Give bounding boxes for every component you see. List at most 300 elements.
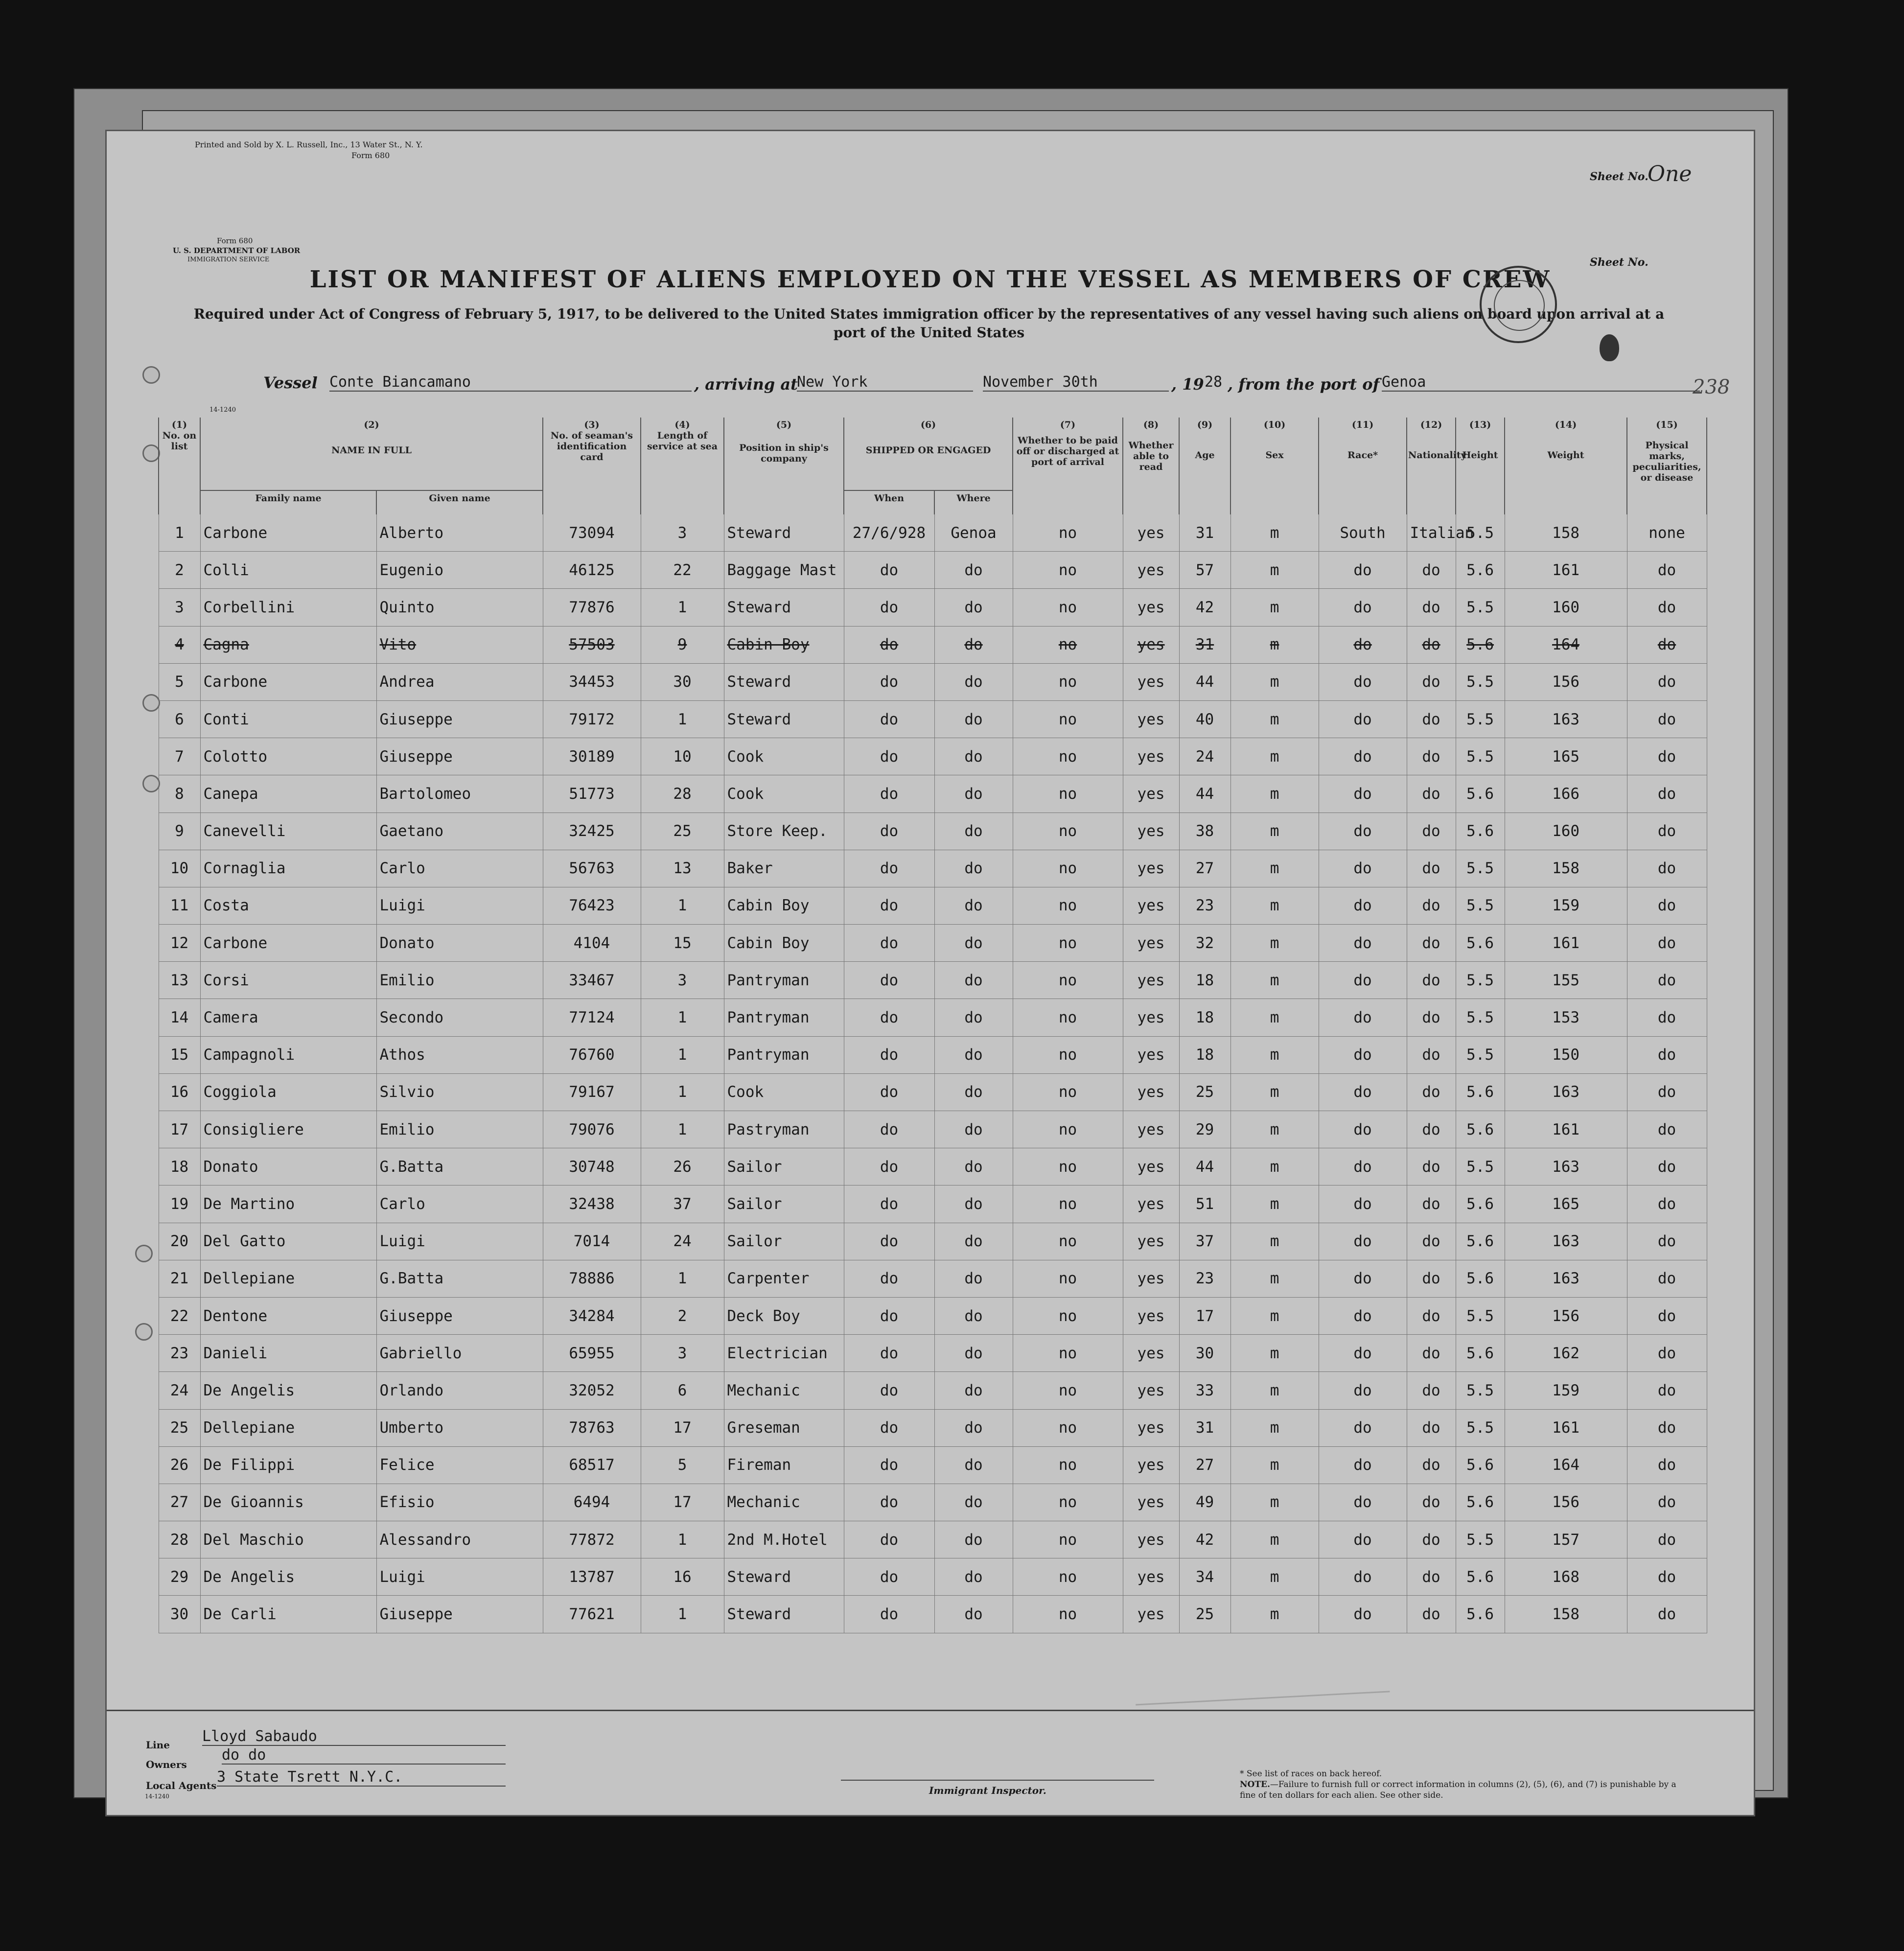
shipped-where-cell: do [934, 738, 1013, 775]
weight-cell: 163 [1505, 1223, 1627, 1260]
nationality-cell: Italian [1407, 514, 1456, 552]
service-length-cell: 1 [641, 1073, 724, 1111]
row-number-cell: 7 [159, 738, 200, 775]
age-cell: 27 [1179, 850, 1231, 887]
row-number-cell: 19 [159, 1185, 200, 1223]
given-name-cell: Emilio [376, 1111, 543, 1148]
given-name-cell: Efisio [376, 1484, 543, 1521]
row-number-cell: 5 [159, 663, 200, 700]
given-name-cell: Vito [376, 626, 543, 663]
physical-marks-cell: do [1627, 663, 1707, 700]
paid-off-cell: no [1013, 1297, 1123, 1334]
service-length-cell: 9 [641, 626, 724, 663]
service-length-cell: 2 [641, 1297, 724, 1334]
given-name-cell: Eugenio [376, 552, 543, 589]
weight-cell: 150 [1505, 1036, 1627, 1073]
height-cell: 5.5 [1456, 1036, 1505, 1073]
given-name-cell: Giuseppe [376, 1596, 543, 1633]
race-cell: do [1319, 626, 1407, 663]
id-card-number-cell: 57503 [543, 626, 641, 663]
family-name-cell: Corbellini [200, 589, 376, 626]
weight-cell: 165 [1505, 738, 1627, 775]
race-cell: do [1319, 1558, 1407, 1596]
weight-cell: 161 [1505, 1409, 1627, 1446]
family-name-cell: Cagna [200, 626, 376, 663]
shipped-when-cell: do [844, 999, 934, 1036]
shipped-when-cell: do [844, 700, 934, 738]
table-row [159, 514, 1707, 552]
position-cell: Steward [724, 514, 844, 552]
position-cell: Store Keep. [724, 813, 844, 850]
weight-cell: 166 [1505, 775, 1627, 813]
row-number-cell: 25 [159, 1409, 200, 1446]
able-to-read-cell: yes [1123, 813, 1179, 850]
row-number-cell: 30 [159, 1596, 200, 1633]
physical-marks-cell: do [1627, 1409, 1707, 1446]
paid-off-cell: no [1013, 925, 1123, 962]
able-to-read-cell: yes [1123, 1521, 1179, 1558]
service-length-cell: 26 [641, 1148, 724, 1185]
weight-cell: 163 [1505, 1073, 1627, 1111]
table-row [159, 1185, 1707, 1223]
from-port-label: , from the port of [1228, 375, 1380, 394]
row-number-cell: 23 [159, 1335, 200, 1372]
position-cell: Steward [724, 700, 844, 738]
subtitle-line-2: port of the United States [833, 325, 1025, 341]
able-to-read-cell: yes [1123, 1223, 1179, 1260]
able-to-read-cell: yes [1123, 552, 1179, 589]
sheet-no-label: Sheet No. [1590, 256, 1649, 269]
paid-off-cell: no [1013, 887, 1123, 924]
able-to-read-cell: yes [1123, 738, 1179, 775]
inspector-signature-line [841, 1780, 1154, 1781]
col-header-when: When [844, 490, 934, 514]
nationality-cell: do [1407, 962, 1456, 999]
height-cell: 5.5 [1456, 1409, 1505, 1446]
age-cell: 49 [1179, 1484, 1231, 1521]
shipped-when-cell: do [844, 1409, 934, 1446]
age-cell: 24 [1179, 738, 1231, 775]
weight-cell: 156 [1505, 663, 1627, 700]
family-name-cell: Colotto [200, 738, 376, 775]
shipped-where-cell: do [934, 1335, 1013, 1372]
weight-cell: 164 [1505, 1446, 1627, 1484]
position-cell: Pastryman [724, 1111, 844, 1148]
nationality-cell: do [1407, 1596, 1456, 1633]
family-name-cell: Carbone [200, 663, 376, 700]
height-cell: 5.5 [1456, 663, 1505, 700]
height-cell: 5.5 [1456, 850, 1505, 887]
id-card-number-cell: 33467 [543, 962, 641, 999]
nationality-cell: do [1407, 1297, 1456, 1334]
ink-blot [1600, 334, 1619, 361]
nationality-cell: do [1407, 1446, 1456, 1484]
form-number-top: Form 680 [351, 151, 390, 160]
able-to-read-cell: yes [1123, 1185, 1179, 1223]
id-card-number-cell: 51773 [543, 775, 641, 813]
col-header-position: (5) Position in ship's company [724, 418, 844, 514]
height-cell: 5.5 [1456, 1148, 1505, 1185]
row-number-cell: 29 [159, 1558, 200, 1596]
able-to-read-cell: yes [1123, 1409, 1179, 1446]
age-cell: 33 [1179, 1372, 1231, 1409]
row-number-cell: 12 [159, 925, 200, 962]
age-cell: 23 [1179, 1260, 1231, 1297]
id-card-number-cell: 30748 [543, 1148, 641, 1185]
position-cell: Electrician [724, 1335, 844, 1372]
given-name-cell: Bartolomeo [376, 775, 543, 813]
vessel-label: Vessel [263, 373, 318, 392]
shipped-when-cell: do [844, 626, 934, 663]
race-cell: do [1319, 1446, 1407, 1484]
sex-cell: m [1231, 999, 1319, 1036]
given-name-cell: Giuseppe [376, 738, 543, 775]
nationality-cell: do [1407, 813, 1456, 850]
row-number-cell: 17 [159, 1111, 200, 1148]
service-length-cell: 37 [641, 1185, 724, 1223]
year-suffix: 28 [1205, 373, 1223, 391]
col-header-shipped: (6) SHIPPED OR ENGAGED [844, 418, 1013, 490]
table-row [159, 775, 1707, 813]
shipped-where-cell: do [934, 850, 1013, 887]
row-number-cell: 2 [159, 552, 200, 589]
sex-cell: m [1231, 1335, 1319, 1372]
from-port: Genoa [1382, 373, 1700, 392]
nationality-cell: do [1407, 1521, 1456, 1558]
family-name-cell: De Martino [200, 1185, 376, 1223]
sex-cell: m [1231, 925, 1319, 962]
position-cell: Cabin Boy [724, 887, 844, 924]
family-name-cell: De Gioannis [200, 1484, 376, 1521]
manifest-title: LIST OR MANIFEST OF ALIENS EMPLOYED ON THE VESSEL AS MEMBERS OF CREW [309, 266, 1551, 293]
id-card-number-cell: 76423 [543, 887, 641, 924]
paid-off-cell: no [1013, 775, 1123, 813]
height-cell: 5.6 [1456, 1073, 1505, 1111]
race-cell: do [1319, 813, 1407, 850]
race-cell: do [1319, 1223, 1407, 1260]
sex-cell: m [1231, 1521, 1319, 1558]
family-name-cell: Carbone [200, 514, 376, 552]
height-cell: 5.6 [1456, 1558, 1505, 1596]
given-name-cell: Orlando [376, 1372, 543, 1409]
service-length-cell: 5 [641, 1446, 724, 1484]
page-number: 238 [1693, 376, 1730, 398]
family-name-cell: Del Gatto [200, 1223, 376, 1260]
weight-cell: 161 [1505, 552, 1627, 589]
service-length-cell: 3 [641, 514, 724, 552]
service-length-cell: 6 [641, 1372, 724, 1409]
physical-marks-cell: do [1627, 1111, 1707, 1148]
physical-marks-cell: do [1627, 1521, 1707, 1558]
arrival-date: November 30th [983, 373, 1169, 392]
age-cell: 29 [1179, 1111, 1231, 1148]
nationality-cell: do [1407, 663, 1456, 700]
id-card-number-cell: 79167 [543, 1073, 641, 1111]
shipped-when-cell: do [844, 738, 934, 775]
shipped-where-cell: do [934, 1446, 1013, 1484]
service-length-cell: 1 [641, 589, 724, 626]
col-header-sex: (10) Sex [1231, 418, 1319, 514]
physical-marks-cell: do [1627, 1297, 1707, 1334]
able-to-read-cell: yes [1123, 1446, 1179, 1484]
race-cell: do [1319, 1521, 1407, 1558]
table-row [159, 1409, 1707, 1446]
shipped-where-cell: do [934, 887, 1013, 924]
col-header-card: (3) No. of seaman's identification card [543, 418, 641, 514]
race-cell: do [1319, 962, 1407, 999]
family-name-cell: Canevelli [200, 813, 376, 850]
owners-label: Owners [146, 1759, 187, 1770]
shipped-when-cell: do [844, 1073, 934, 1111]
owners-value: do do [222, 1746, 506, 1765]
race-cell: do [1319, 887, 1407, 924]
age-cell: 37 [1179, 1223, 1231, 1260]
table-row [159, 738, 1707, 775]
family-name-cell: Dellepiane [200, 1409, 376, 1446]
table-row [159, 813, 1707, 850]
position-cell: Steward [724, 1558, 844, 1596]
service-length-cell: 1 [641, 887, 724, 924]
consulate-seal [1480, 266, 1557, 343]
row-number-cell: 21 [159, 1260, 200, 1297]
table-row [159, 589, 1707, 626]
sex-cell: m [1231, 1223, 1319, 1260]
physical-marks-cell: do [1627, 999, 1707, 1036]
weight-cell: 156 [1505, 1484, 1627, 1521]
family-name-cell: De Carli [200, 1596, 376, 1633]
given-name-cell: Emilio [376, 962, 543, 999]
paid-off-cell: no [1013, 1409, 1123, 1446]
id-card-number-cell: 56763 [543, 850, 641, 887]
position-cell: Cook [724, 1073, 844, 1111]
physical-marks-cell: do [1627, 1484, 1707, 1521]
local-agents-label: Local Agents [146, 1780, 217, 1791]
service-length-cell: 1 [641, 1036, 724, 1073]
paid-off-cell: no [1013, 1446, 1123, 1484]
weight-cell: 158 [1505, 1596, 1627, 1633]
paid-off-cell: no [1013, 738, 1123, 775]
able-to-read-cell: yes [1123, 1372, 1179, 1409]
row-number-cell: 18 [159, 1148, 200, 1185]
shipped-when-cell: do [844, 1223, 934, 1260]
family-name-cell: Corsi [200, 962, 376, 999]
shipped-where-cell: do [934, 1073, 1013, 1111]
shipped-where-cell: do [934, 663, 1013, 700]
id-card-number-cell: 76760 [543, 1036, 641, 1073]
nationality-cell: do [1407, 552, 1456, 589]
sex-cell: m [1231, 1185, 1319, 1223]
age-cell: 25 [1179, 1073, 1231, 1111]
shipped-when-cell: do [844, 962, 934, 999]
position-cell: Cook [724, 738, 844, 775]
weight-cell: 168 [1505, 1558, 1627, 1596]
race-cell: do [1319, 1484, 1407, 1521]
id-card-number-cell: 79172 [543, 700, 641, 738]
row-number-cell: 11 [159, 887, 200, 924]
shipped-where-cell: do [934, 1521, 1013, 1558]
shipped-when-cell: do [844, 1036, 934, 1073]
id-card-number-cell: 32438 [543, 1185, 641, 1223]
sex-cell: m [1231, 962, 1319, 999]
id-card-number-cell: 46125 [543, 552, 641, 589]
id-card-number-cell: 77876 [543, 589, 641, 626]
shipped-where-cell: do [934, 1223, 1013, 1260]
shipped-when-cell: do [844, 1446, 934, 1484]
weight-cell: 160 [1505, 589, 1627, 626]
position-cell: Baker [724, 850, 844, 887]
given-name-cell: Carlo [376, 850, 543, 887]
height-cell: 5.5 [1456, 887, 1505, 924]
paid-off-cell: no [1013, 1558, 1123, 1596]
nationality-cell: do [1407, 1260, 1456, 1297]
physical-marks-cell: do [1627, 775, 1707, 813]
sheet-no-label-top: Sheet No. [1590, 170, 1649, 183]
table-row [159, 1148, 1707, 1185]
position-cell: Fireman [724, 1446, 844, 1484]
shipped-when-cell: do [844, 663, 934, 700]
given-name-cell: Gabriello [376, 1335, 543, 1372]
nationality-cell: do [1407, 1409, 1456, 1446]
able-to-read-cell: yes [1123, 999, 1179, 1036]
given-name-cell: Alberto [376, 514, 543, 552]
height-cell: 5.6 [1456, 1185, 1505, 1223]
race-cell: do [1319, 1185, 1407, 1223]
physical-marks-cell: do [1627, 1036, 1707, 1073]
weight-cell: 158 [1505, 850, 1627, 887]
family-name-cell: Canepa [200, 775, 376, 813]
weight-cell: 153 [1505, 999, 1627, 1036]
weight-cell: 156 [1505, 1297, 1627, 1334]
nationality-cell: do [1407, 1484, 1456, 1521]
able-to-read-cell: yes [1123, 775, 1179, 813]
position-cell: Steward [724, 1596, 844, 1633]
table-row [159, 1558, 1707, 1596]
given-name-cell: Secondo [376, 999, 543, 1036]
service-length-cell: 1 [641, 1260, 724, 1297]
physical-marks-cell: do [1627, 1223, 1707, 1260]
given-name-cell: Quinto [376, 589, 543, 626]
row-number-cell: 15 [159, 1036, 200, 1073]
given-name-cell: Giuseppe [376, 1297, 543, 1334]
position-cell: Pantryman [724, 1036, 844, 1073]
shipped-when-cell: do [844, 1372, 934, 1409]
age-cell: 31 [1179, 626, 1231, 663]
table-row [159, 1260, 1707, 1297]
service-length-cell: 1 [641, 1596, 724, 1633]
id-card-number-cell: 78763 [543, 1409, 641, 1446]
id-card-number-cell: 79076 [543, 1111, 641, 1148]
able-to-read-cell: yes [1123, 1260, 1179, 1297]
id-card-number-cell: 13787 [543, 1558, 641, 1596]
able-to-read-cell: yes [1123, 1073, 1179, 1111]
shipped-where-cell: do [934, 775, 1013, 813]
nationality-cell: do [1407, 999, 1456, 1036]
form-code-top: 14-1240 [209, 406, 236, 414]
manifest-sheet [105, 130, 1755, 1816]
arriving-port: New York [797, 373, 973, 392]
age-cell: 27 [1179, 1446, 1231, 1484]
height-cell: 5.5 [1456, 1372, 1505, 1409]
row-number-cell: 14 [159, 999, 200, 1036]
able-to-read-cell: yes [1123, 887, 1179, 924]
position-cell: Carpenter [724, 1260, 844, 1297]
service-length-cell: 13 [641, 850, 724, 887]
service-length-cell: 15 [641, 925, 724, 962]
physical-marks-cell: do [1627, 813, 1707, 850]
service-length-cell: 17 [641, 1484, 724, 1521]
family-name-cell: Colli [200, 552, 376, 589]
physical-marks-cell: do [1627, 552, 1707, 589]
table-row [159, 962, 1707, 999]
weight-cell: 161 [1505, 1111, 1627, 1148]
shipped-where-cell: do [934, 813, 1013, 850]
inspector-label: Immigrant Inspector. [929, 1785, 1046, 1796]
family-name-cell: Camera [200, 999, 376, 1036]
able-to-read-cell: yes [1123, 1148, 1179, 1185]
row-number-cell: 24 [159, 1372, 200, 1409]
col-header-read: (8) Whether able to read [1123, 418, 1179, 514]
age-cell: 25 [1179, 1596, 1231, 1633]
punch-hole-3 [142, 694, 160, 712]
physical-marks-cell: do [1627, 1335, 1707, 1372]
race-cell: do [1319, 1073, 1407, 1111]
department-name: U. S. DEPARTMENT OF LABOR [173, 246, 301, 255]
position-cell: Pantryman [724, 999, 844, 1036]
shipped-when-cell: do [844, 1297, 934, 1334]
position-cell: Cook [724, 775, 844, 813]
height-cell: 5.5 [1456, 1297, 1505, 1334]
shipped-where-cell: Genoa [934, 514, 1013, 552]
punch-hole-6 [135, 1323, 153, 1341]
col-header-paid-off: (7) Whether to be paid off or discharged at port of arrival [1013, 418, 1123, 514]
height-cell: 5.6 [1456, 1596, 1505, 1633]
paid-off-cell: no [1013, 1521, 1123, 1558]
shipped-when-cell: do [844, 1484, 934, 1521]
id-card-number-cell: 68517 [543, 1446, 641, 1484]
able-to-read-cell: yes [1123, 1484, 1179, 1521]
age-cell: 42 [1179, 1521, 1231, 1558]
service-name: IMMIGRATION SERVICE [187, 256, 270, 263]
footer-notes [1240, 1768, 1680, 1801]
id-card-number-cell: 77124 [543, 999, 641, 1036]
nationality-cell: do [1407, 700, 1456, 738]
id-card-number-cell: 6494 [543, 1484, 641, 1521]
paid-off-cell: no [1013, 1484, 1123, 1521]
shipped-where-cell: do [934, 700, 1013, 738]
paid-off-cell: no [1013, 700, 1123, 738]
table-row [159, 850, 1707, 887]
able-to-read-cell: yes [1123, 962, 1179, 999]
shipped-where-cell: do [934, 1409, 1013, 1446]
given-name-cell: Carlo [376, 1185, 543, 1223]
race-cell: do [1319, 1372, 1407, 1409]
arriving-label: , arriving at [694, 375, 798, 394]
physical-marks-cell: do [1627, 1372, 1707, 1409]
able-to-read-cell: yes [1123, 1558, 1179, 1596]
given-name-cell: Silvio [376, 1073, 543, 1111]
shipped-where-cell: do [934, 999, 1013, 1036]
id-card-number-cell: 32052 [543, 1372, 641, 1409]
family-name-cell: De Angelis [200, 1558, 376, 1596]
crew-rows [159, 514, 1707, 1633]
race-cell: do [1319, 552, 1407, 589]
height-cell: 5.6 [1456, 1484, 1505, 1521]
physical-marks-cell: do [1627, 925, 1707, 962]
height-cell: 5.6 [1456, 1335, 1505, 1372]
family-name-cell: Dentone [200, 1297, 376, 1334]
given-name-cell: Umberto [376, 1409, 543, 1446]
able-to-read-cell: yes [1123, 1297, 1179, 1334]
